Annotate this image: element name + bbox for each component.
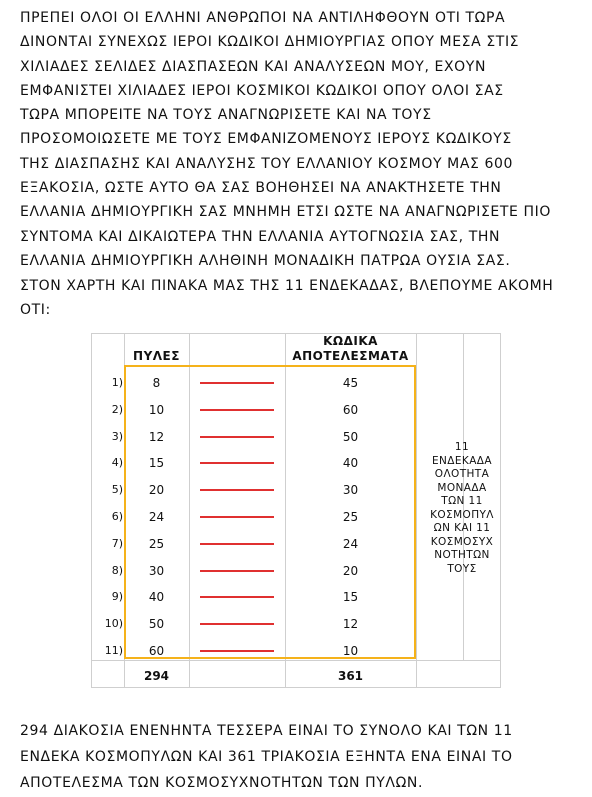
side-note-line: ΤΩΝ 11 xyxy=(441,495,483,507)
text-line: ΣΤΟΝ ΧΑΡΤΗ ΚΑΙ ΠΙΝΑΚΑ ΜΑΣ ΤΗΣ 11 ΕΝΔΕΚΑΔΑΣ, ΒΛΕΠΟΥΜΕ ΑΚΟΜΗ xyxy=(20,278,554,294)
connector-line xyxy=(200,489,274,491)
gate-value: 30 xyxy=(148,564,165,578)
side-note-line: ΜΟΝΑΔΑ xyxy=(437,481,487,494)
code-value: 60 xyxy=(342,403,359,417)
side-note-line: ΟΛΟΤΗΤΑ xyxy=(434,468,490,480)
gate-value: 8 xyxy=(152,376,161,390)
gate-value: 15 xyxy=(148,456,165,470)
code-value: 30 xyxy=(342,483,359,497)
code-value: 45 xyxy=(342,376,359,390)
row-label: 7) xyxy=(111,537,123,550)
text-line: ΤΗΣ ΔΙΑΣΠΑΣΗΣ ΚΑΙ ΑΝΑΛΥΣΗΣ ΤΟΥ ΕΛΛΑΝΙΟΥ ΚΟΣΜΟΥ ΜΑΣ 600 xyxy=(20,155,514,172)
code-value: 15 xyxy=(342,590,359,604)
text-line: ΔΙΝΟΝΤΑΙ ΣΥΝΕΧΩΣ ΙΕΡΟΙ ΚΩΔΙΚΟΙ ΔΗΜΙΟΥΡΓΙΑΣ ΟΠΟΥ ΜΕΣΑ ΣΤΙΣ xyxy=(20,34,520,51)
text-line: ΠΡΕΠΕΙ ΟΛΟΙ ΟΙ ΕΛΛΗΝΙ ΑΝΘΡΩΠΟΙ ΝΑ ΑΝΤΙΛΗΦΘΟΥΝ ΟΤΙ ΤΩΡΑ xyxy=(20,10,506,26)
side-note-line: ΚΟΣΜΟΠΥΛ xyxy=(430,508,494,521)
side-note-line: ΤΟΥΣ xyxy=(447,562,477,575)
total-codes: 361 xyxy=(337,669,364,683)
row-label: 4) xyxy=(111,456,123,469)
connector-line xyxy=(200,382,274,384)
intro-paragraph xyxy=(20,6,582,273)
connector-line xyxy=(200,650,274,652)
text-line: ΣΥΝΤΟΜΑ ΚΑΙ ΔΙΚΑΙΩΤΕΡΑ ΤΗΝ ΕΛΛΑΝΙΑ ΑΥΤΟΓΝΩΣΙΑ ΣΑΣ, ΤΗΝ xyxy=(20,228,501,245)
table-intro-paragraph xyxy=(20,274,582,323)
code-value: 20 xyxy=(342,564,359,578)
side-note xyxy=(423,441,501,576)
side-note-line: ΩΝ ΚΑΙ 11 xyxy=(433,522,491,534)
gate-value: 12 xyxy=(148,430,165,444)
header-codes-line1: ΚΩΔΙΚΑ xyxy=(323,334,378,348)
side-note-line: ΕΝΔΕΚΑΔΑ xyxy=(432,454,492,467)
text-line: ΑΠΟΤΕΛΕΣΜΑ ΤΩΝ ΚΟΣΜΟΣΥΧΝΟΤΗΤΩΝ ΤΩΝ ΠΥΛΩΝ. xyxy=(20,775,423,791)
side-note-line: ΚΟΣΜΟΣΥΧ xyxy=(430,535,494,548)
connector-line xyxy=(200,409,274,411)
text-line: ΕΞΑΚΟΣΙΑ, ΩΣΤΕ ΑΥΤΟ ΘΑ ΣΑΣ ΒΟΗΘΗΣΕΙ ΝΑ ΑΝΑΚΤΗΣΕΤΕ ΤΗΝ xyxy=(20,180,502,197)
header-codes-line2: ΑΠΟΤΕΛΕΣΜΑΤΑ xyxy=(292,349,409,363)
gate-value: 50 xyxy=(148,617,165,631)
text-line: ΕΝΔΕΚΑ ΚΟΣΜΟΠΥΛΩΝ ΚΑΙ 361 ΤΡΙΑΚΟΣΙΑ ΕΞΗΝΤΑ ΕΝΑ ΕΙΝΑΙ ΤΟ xyxy=(20,749,513,765)
row-label: 5) xyxy=(111,483,123,496)
text-line: ΧΙΛΙΑΔΕΣ ΣΕΛΙΔΕΣ ΔΙΑΣΠΑΣΕΩΝ ΚΑΙ ΑΝΑΛΥΣΕΩΝ ΜΟΥ, ΕΧΟΥΝ xyxy=(20,58,487,75)
text-line: ΕΜΦΑΝΙΣΤΕΙ ΧΙΛΙΑΔΕΣ ΙΕΡΟΙ ΚΟΣΜΙΚΟΙ ΚΩΔΙΚΟΙ ΟΠΟΥ ΟΛΟΙ ΣΑΣ xyxy=(20,82,504,99)
gate-value: 10 xyxy=(148,403,165,417)
code-value: 24 xyxy=(342,537,359,551)
connector-line xyxy=(200,462,274,464)
grid-line xyxy=(91,687,501,688)
text-line: ΕΛΛΑΝΙΑ ΔΗΜΙΟΥΡΓΙΚΗ ΣΑΣ ΜΝΗΜΗ ΕΤΣΙ ΩΣΤΕ ΝΑ ΑΝΑΓΝΩΡΙΣΕΤΕ ΠΙΟ xyxy=(20,204,551,221)
code-value: 25 xyxy=(342,510,359,524)
text-line: ΤΩΡΑ ΜΠΟΡΕΙΤΕ ΝΑ ΤΟΥΣ ΑΝΑΓΝΩΡΙΣΕΤΕ ΚΑΙ ΝΑ ΤΟΥΣ xyxy=(20,107,432,124)
text-line: ΠΡΟΣΟΜΟΙΩΣΕΤΕ ΜΕ ΤΟΥΣ ΕΜΦΑΝΙΖΟΜΕΝΟΥΣ ΙΕΡΟΥΣ ΚΩΔΙΚΟΥΣ xyxy=(20,131,512,148)
side-note-line: ΝΟΤΗΤΩΝ xyxy=(434,549,490,561)
gate-value: 25 xyxy=(148,537,165,551)
grid-line xyxy=(416,333,417,688)
gate-value: 24 xyxy=(148,510,165,524)
connector-line xyxy=(200,570,274,572)
row-label: 1) xyxy=(111,376,123,389)
code-value: 10 xyxy=(342,644,359,658)
text-line: ΟΤΙ: xyxy=(20,302,51,319)
connector-line xyxy=(200,623,274,625)
row-label: 2) xyxy=(111,403,123,416)
connector-line xyxy=(200,543,274,545)
gate-value: 60 xyxy=(148,644,165,658)
row-label: 11) xyxy=(104,644,123,657)
row-label: 8) xyxy=(111,564,123,577)
summary-paragraph xyxy=(20,718,582,796)
code-value: 40 xyxy=(342,456,359,470)
gate-value: 40 xyxy=(148,590,165,604)
text-line: 294 ΔΙΑΚΟΣΙΑ ΕΝΕΝΗΝΤΑ ΤΕΣΣΕΡΑ ΕΙΝΑΙ ΤΟ ΣΥΝΟΛΟ ΚΑΙ ΤΩΝ 11 xyxy=(20,723,513,739)
total-gates: 294 xyxy=(143,669,170,683)
connector-line xyxy=(200,436,274,438)
connector-line xyxy=(200,516,274,518)
row-label: 6) xyxy=(111,510,123,523)
side-note-line: 11 xyxy=(454,441,470,453)
gate-value: 20 xyxy=(148,483,165,497)
text-line: ΕΛΛΑΝΙΑ ΔΗΜΙΟΥΡΓΙΚΗ ΑΛΗΘΙΝΗ ΜΟΝΑΔΙΚΗ ΠΑΤΡΩΑ ΟΥΣΙΑ ΣΑΣ. xyxy=(20,252,511,269)
row-label: 10) xyxy=(104,617,123,630)
code-value: 12 xyxy=(342,617,359,631)
header-gates: ΠΥΛΕΣ xyxy=(133,349,180,363)
code-value: 50 xyxy=(342,430,359,444)
grid-line xyxy=(91,660,501,661)
gates-codes-table xyxy=(91,333,501,688)
row-label: 3) xyxy=(111,430,123,443)
row-label: 9) xyxy=(111,590,123,603)
connector-line xyxy=(200,596,274,598)
